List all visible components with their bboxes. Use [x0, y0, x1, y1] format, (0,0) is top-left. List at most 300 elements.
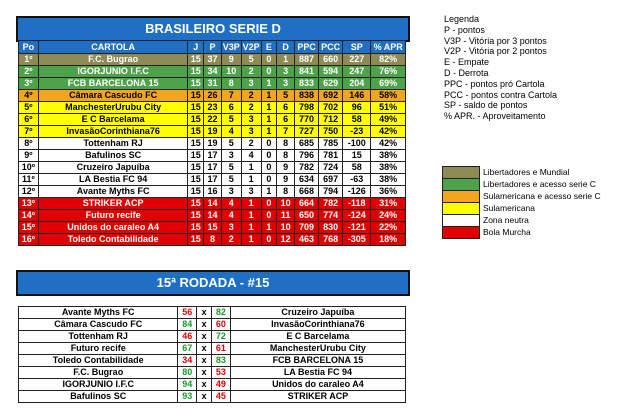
standings-cell-j: 15 [188, 66, 204, 78]
match-row [19, 307, 406, 319]
standings-cell-ppc: 685 [295, 138, 319, 150]
standings-cell-pos: 12º [19, 186, 39, 198]
standings-row [19, 210, 406, 222]
standings-cell-j: 15 [188, 54, 204, 66]
match-away-score: 60 [212, 319, 231, 331]
match-row [19, 355, 406, 367]
standings-cell-v2p: 3 [241, 126, 261, 138]
standings-cell-sp: 96 [343, 102, 371, 114]
zone-label: Libertadores e Mundial [483, 167, 570, 177]
standings-cell-pos: 3º [19, 78, 39, 90]
standings-cell-pcc: 594 [319, 66, 343, 78]
legend-line: V2P - Vitória por 2 pontos [444, 46, 547, 57]
standings-row [19, 78, 406, 90]
standings-cell-v2p: 2 [241, 66, 261, 78]
match-row [19, 391, 406, 403]
match-away-team: STRIKER ACP [230, 391, 405, 403]
standings-cell-sp: -23 [343, 126, 371, 138]
standings-cell-apr: 38% [371, 162, 406, 174]
standings-cell-j: 15 [188, 78, 204, 90]
standings-cell-j: 15 [188, 150, 204, 162]
match-home-score: 34 [178, 355, 197, 367]
standings-cell-ppc: 727 [295, 126, 319, 138]
match-away-score: 53 [212, 367, 231, 379]
match-home-score: 93 [178, 391, 197, 403]
standings-cell-pcc: 794 [319, 186, 343, 198]
standings-cell-v3p: 5 [221, 114, 241, 126]
standings-cell-ppc: 709 [295, 222, 319, 234]
standings-cell-d: 8 [277, 138, 295, 150]
standings-cell-team: Cruzeiro Japuíba [38, 162, 188, 174]
standings-cell-p: 15 [204, 222, 222, 234]
match-home-score: 94 [178, 379, 197, 391]
standings-cell-sp: 204 [343, 78, 371, 90]
standings-cell-pcc: 697 [319, 174, 343, 186]
zone-swatch [443, 215, 480, 227]
standings-row [19, 114, 406, 126]
standings-cell-e: 1 [261, 126, 277, 138]
header-v2p: V2P [242, 42, 260, 52]
standings-cell-ppc: 634 [295, 174, 319, 186]
standings-cell-j: 15 [188, 234, 204, 246]
match-home-score: 80 [178, 367, 197, 379]
standings-cell-v2p: 1 [241, 222, 261, 234]
header-p: P [204, 41, 222, 54]
standings-row [19, 90, 406, 102]
standings-cell-p: 34 [204, 66, 222, 78]
standings-cell-team: Unidos do caraleo A4 [38, 222, 188, 234]
match-away-score: 61 [212, 343, 231, 355]
standings-cell-pcc: 629 [319, 78, 343, 90]
standings-cell-v2p: 2 [241, 102, 261, 114]
standings-row [19, 198, 406, 210]
standings-cell-ppc: 782 [295, 162, 319, 174]
standings-row [19, 138, 406, 150]
standings-cell-ppc: 887 [295, 54, 319, 66]
standings-cell-v3p: 4 [221, 210, 241, 222]
standings-row [19, 162, 406, 174]
standings-cell-pos: 10º [19, 162, 39, 174]
standings-cell-pos: 7º [19, 126, 39, 138]
standings-cell-pos: 1º [19, 54, 39, 66]
standings-cell-v2p: 4 [241, 150, 261, 162]
match-home-team: Tottenham RJ [19, 331, 178, 343]
standings-cell-p: 8 [204, 234, 222, 246]
standings-cell-p: 17 [204, 174, 222, 186]
standings-cell-ppc: 463 [295, 234, 319, 246]
zone-legend-row [443, 179, 605, 191]
standings-cell-j: 15 [188, 114, 204, 126]
zone-legend-row [443, 203, 605, 215]
standings-cell-d: 6 [277, 114, 295, 126]
standings-cell-v3p: 5 [221, 162, 241, 174]
standings-cell-pos: 4º [19, 90, 39, 102]
standings-cell-e: 1 [261, 90, 277, 102]
standings-cell-pcc: 702 [319, 102, 343, 114]
zone-legend-row [443, 215, 605, 227]
standings-cell-apr: 22% [371, 222, 406, 234]
standings-cell-v3p: 4 [221, 198, 241, 210]
standings-cell-p: 16 [204, 186, 222, 198]
standings-cell-team: STRIKER ACP [38, 198, 188, 210]
standings-cell-d: 11 [277, 210, 295, 222]
match-separator: x [197, 355, 212, 367]
standings-cell-apr: 18% [371, 234, 406, 246]
standings-cell-e: 0 [261, 174, 277, 186]
standings-cell-pcc: 724 [319, 162, 343, 174]
zone-label: Sulamericana [483, 203, 535, 213]
standings-cell-v3p: 2 [221, 234, 241, 246]
standings-cell-pcc: 785 [319, 138, 343, 150]
zone-legend [442, 166, 605, 239]
match-away-team: E C Barcelama [230, 331, 405, 343]
standings-cell-apr: 42% [371, 126, 406, 138]
standings-cell-pos: 2º [19, 66, 39, 78]
zone-legend-row [443, 191, 605, 203]
header-j: J [188, 41, 204, 54]
standings-cell-j: 15 [188, 222, 204, 234]
standings-cell-p: 19 [204, 138, 222, 150]
standings-cell-v3p: 8 [221, 78, 241, 90]
standings-title-banner [16, 16, 410, 42]
standings-row [19, 126, 406, 138]
header-team: CARTOLA [38, 41, 188, 54]
match-separator: x [197, 367, 212, 379]
standings-cell-team: E C Barcelama [38, 114, 188, 126]
legend [444, 14, 614, 122]
standings-cell-j: 15 [188, 198, 204, 210]
standings-cell-e: 0 [261, 162, 277, 174]
standings-cell-v2p: 5 [241, 54, 261, 66]
standings-cell-team: Bafulinos SC [38, 150, 188, 162]
round-title-banner [16, 270, 410, 296]
standings-cell-team: F.C. Bugrao [38, 54, 188, 66]
standings-cell-j: 15 [188, 90, 204, 102]
standings-cell-apr: 24% [371, 210, 406, 222]
standings-cell-pcc: 768 [319, 234, 343, 246]
standings-title: BRASILEIRO SERIE D [145, 21, 281, 36]
match-home-team: F.C. Bugrao [19, 367, 178, 379]
standings-cell-pos: 8º [19, 138, 39, 150]
match-home-team: Futuro recife [19, 343, 178, 355]
zone-legend-row [443, 227, 605, 239]
match-row [19, 379, 406, 391]
standings-cell-pos: 15º [19, 222, 39, 234]
standings-cell-pos: 11º [19, 174, 39, 186]
standings-row [19, 66, 406, 78]
standings-cell-pcc: 712 [319, 114, 343, 126]
legend-line: D - Derrota [444, 67, 489, 78]
standings-cell-d: 1 [277, 54, 295, 66]
standings-cell-v2p: 3 [241, 78, 261, 90]
match-away-score: 49 [212, 379, 231, 391]
standings-cell-pos: 13º [19, 198, 39, 210]
zone-label: Sulamericana e acesso serie C [483, 191, 601, 201]
match-away-score: 72 [212, 331, 231, 343]
standings-cell-e: 0 [261, 138, 277, 150]
standings-cell-pos: 6º [19, 114, 39, 126]
standings-cell-p: 26 [204, 90, 222, 102]
standings-cell-v3p: 3 [221, 150, 241, 162]
standings-cell-j: 15 [188, 210, 204, 222]
standings-cell-sp: -121 [343, 222, 371, 234]
standings-cell-e: 1 [261, 102, 277, 114]
match-away-team: Cruzeiro Japuíba [230, 307, 405, 319]
standings-cell-p: 14 [204, 210, 222, 222]
header-ppc: PPC [295, 41, 319, 54]
standings-cell-ppc: 798 [295, 102, 319, 114]
standings-cell-apr: 51% [371, 102, 406, 114]
standings-row [19, 150, 406, 162]
standings-cell-e: 0 [261, 66, 277, 78]
standings-cell-sp: -305 [343, 234, 371, 246]
standings-cell-e: 1 [261, 114, 277, 126]
standings-cell-v2p: 3 [241, 186, 261, 198]
standings-cell-ppc: 833 [295, 78, 319, 90]
standings-cell-sp: -118 [343, 198, 371, 210]
match-separator: x [197, 391, 212, 403]
standings-row [19, 186, 406, 198]
standings-cell-team: InvasãoCorinthiana76 [38, 126, 188, 138]
standings-cell-apr: 38% [371, 174, 406, 186]
standings-cell-ppc: 664 [295, 198, 319, 210]
standings-cell-d: 5 [277, 90, 295, 102]
standings-cell-team: LA Bestia FC 94 [38, 174, 188, 186]
standings-cell-d: 7 [277, 126, 295, 138]
match-separator: x [197, 307, 212, 319]
match-home-score: 84 [178, 319, 197, 331]
standings-cell-pos: 16º [19, 234, 39, 246]
standings-cell-ppc: 770 [295, 114, 319, 126]
standings-cell-v3p: 3 [221, 186, 241, 198]
standings-cell-v2p: 1 [241, 210, 261, 222]
zone-swatch [443, 227, 480, 239]
standings-cell-sp: 15 [343, 150, 371, 162]
standings-cell-v2p: 1 [241, 162, 261, 174]
standings-cell-pos: 5º [19, 102, 39, 114]
standings-cell-p: 14 [204, 198, 222, 210]
standings-cell-e: 1 [261, 186, 277, 198]
standings-cell-ppc: 668 [295, 186, 319, 198]
legend-line: E - Empate [444, 57, 490, 68]
match-row [19, 331, 406, 343]
standings-cell-d: 10 [277, 198, 295, 210]
standings-cell-j: 15 [188, 174, 204, 186]
match-away-team: Unidos do caraleo A4 [230, 379, 405, 391]
standings-cell-d: 6 [277, 102, 295, 114]
standings-cell-v3p: 5 [221, 174, 241, 186]
standings-cell-e: 0 [261, 210, 277, 222]
standings-cell-p: 17 [204, 150, 222, 162]
match-away-score: 83 [212, 355, 231, 367]
match-separator: x [197, 319, 212, 331]
zone-label: Bola Murcha [483, 227, 531, 237]
standings-cell-pcc: 692 [319, 90, 343, 102]
standings-cell-v3p: 5 [221, 138, 241, 150]
standings-cell-sp: 227 [343, 54, 371, 66]
match-separator: x [197, 331, 212, 343]
standings-cell-e: 0 [261, 198, 277, 210]
zone-legend-row [443, 167, 605, 179]
standings-cell-p: 17 [204, 162, 222, 174]
standings-cell-v3p: 10 [221, 66, 241, 78]
match-separator: x [197, 379, 212, 391]
legend-line: PPC - pontos pró Cartola [444, 78, 545, 89]
standings-row [19, 102, 406, 114]
match-home-score: 67 [178, 343, 197, 355]
match-home-team: IGORJUNIO I.F.C [19, 379, 178, 391]
match-away-team: InvasãoCorinthiana76 [230, 319, 405, 331]
match-away-team: ManchesterUrubu City [230, 343, 405, 355]
zone-label: Zona neutra [483, 215, 529, 225]
standings-cell-ppc: 650 [295, 210, 319, 222]
zone-swatch [443, 167, 480, 179]
standings-cell-team: Avante Myths FC [38, 186, 188, 198]
legend-line: V3P - Vitória por 3 pontos [444, 35, 547, 46]
standings-cell-sp: 146 [343, 90, 371, 102]
legend-title: Legenda [444, 14, 480, 24]
standings-cell-v3p: 4 [221, 126, 241, 138]
standings-cell-e: 0 [261, 150, 277, 162]
standings-cell-p: 31 [204, 78, 222, 90]
results-table [18, 306, 406, 403]
match-home-team: Câmara Cascudo FC [19, 319, 178, 331]
standings-cell-apr: 31% [371, 198, 406, 210]
standings-cell-d: 12 [277, 234, 295, 246]
standings-cell-apr: 76% [371, 66, 406, 78]
zone-swatch [443, 191, 480, 203]
match-away-score: 45 [212, 391, 231, 403]
standings-cell-sp: -63 [343, 174, 371, 186]
standings-cell-d: 9 [277, 162, 295, 174]
standings-cell-v2p: 2 [241, 90, 261, 102]
standings-cell-d: 3 [277, 66, 295, 78]
standings-cell-pos: 14º [19, 210, 39, 222]
standings-cell-j: 15 [188, 186, 204, 198]
header-pos: Po [19, 41, 39, 54]
standings-cell-sp: -124 [343, 210, 371, 222]
standings-cell-d: 10 [277, 222, 295, 234]
standings-cell-d: 9 [277, 174, 295, 186]
header-sp: SP [343, 41, 371, 54]
standings-cell-v3p: 9 [221, 54, 241, 66]
standings-cell-v3p: 3 [221, 222, 241, 234]
standings-cell-apr: 36% [371, 186, 406, 198]
standings-cell-e: 1 [261, 222, 277, 234]
standings-cell-sp: 58 [343, 114, 371, 126]
header-e: E [261, 41, 277, 54]
standings-cell-j: 15 [188, 102, 204, 114]
standings-cell-ppc: 838 [295, 90, 319, 102]
standings-cell-e: 1 [261, 78, 277, 90]
match-row [19, 367, 406, 379]
standings-cell-e: 0 [261, 234, 277, 246]
standings-cell-team: Toledo Contabilidade [38, 234, 188, 246]
standings-cell-pos: 9º [19, 150, 39, 162]
standings-cell-apr: 69% [371, 78, 406, 90]
standings-cell-apr: 38% [371, 150, 406, 162]
standings-cell-p: 22 [204, 114, 222, 126]
standings-cell-pcc: 660 [319, 54, 343, 66]
match-away-score: 82 [212, 307, 231, 319]
standings-row [19, 234, 406, 246]
zone-swatch [443, 179, 480, 191]
standings-cell-team: ManchesterUrubu City [38, 102, 188, 114]
standings-cell-v2p: 1 [241, 174, 261, 186]
legend-line: P - pontos [444, 24, 485, 35]
match-home-score: 56 [178, 307, 197, 319]
standings-cell-sp: 58 [343, 162, 371, 174]
standings-table [18, 40, 406, 246]
standings-cell-team: Câmara Cascudo FC [38, 90, 188, 102]
standings-cell-pcc: 781 [319, 150, 343, 162]
standings-cell-p: 19 [204, 126, 222, 138]
standings-cell-ppc: 796 [295, 150, 319, 162]
header-d: D [277, 41, 295, 54]
standings-cell-apr: 42% [371, 138, 406, 150]
header-pcc: PCC [319, 41, 343, 54]
standings-cell-d: 8 [277, 150, 295, 162]
round-title: 15ª RODADA - #15 [156, 275, 270, 290]
match-home-team: Avante Myths FC [19, 307, 178, 319]
standings-row [19, 54, 406, 66]
legend-line: PCC - pontos contra Cartola [444, 89, 558, 100]
standings-cell-sp: -100 [343, 138, 371, 150]
match-row [19, 343, 406, 355]
standings-cell-d: 8 [277, 186, 295, 198]
standings-cell-e: 0 [261, 54, 277, 66]
standings-cell-p: 23 [204, 102, 222, 114]
standings-cell-pcc: 830 [319, 222, 343, 234]
zone-swatch [443, 203, 480, 215]
standings-cell-ppc: 841 [295, 66, 319, 78]
standings-cell-apr: 49% [371, 114, 406, 126]
legend-line: SP - saldo de pontos [444, 100, 528, 111]
match-away-team: FCB BARCELONA 15 [230, 355, 405, 367]
standings-cell-pcc: 774 [319, 210, 343, 222]
standings-cell-v2p: 3 [241, 114, 261, 126]
standings-cell-team: Futuro recife [38, 210, 188, 222]
standings-cell-sp: 247 [343, 66, 371, 78]
match-row [19, 319, 406, 331]
standings-cell-v3p: 6 [221, 102, 241, 114]
match-home-team: Toledo Contabilidade [19, 355, 178, 367]
standings-cell-j: 15 [188, 138, 204, 150]
header-v3p: V3P [222, 42, 240, 52]
standings-cell-j: 15 [188, 126, 204, 138]
standings-cell-apr: 82% [371, 54, 406, 66]
standings-cell-team: IGORJUNIO I.F.C [38, 66, 188, 78]
standings-row [19, 222, 406, 234]
standings-cell-v2p: 1 [241, 234, 261, 246]
standings-cell-pcc: 750 [319, 126, 343, 138]
standings-cell-pcc: 782 [319, 198, 343, 210]
match-away-team: LA Bestia FC 94 [230, 367, 405, 379]
header-apr: % APR [371, 41, 406, 54]
standings-cell-v3p: 7 [221, 90, 241, 102]
standings-cell-apr: 58% [371, 90, 406, 102]
standings-cell-v2p: 2 [241, 138, 261, 150]
standings-cell-sp: -126 [343, 186, 371, 198]
legend-line: % APR. - Aproveitamento [444, 111, 546, 122]
zone-label: Libertadores e acesso serie C [483, 179, 596, 189]
standings-cell-team: FCB BARCELONA 15 [38, 78, 188, 90]
match-home-score: 46 [178, 331, 197, 343]
standings-cell-team: Tottenham RJ [38, 138, 188, 150]
standings-cell-j: 15 [188, 162, 204, 174]
match-separator: x [197, 343, 212, 355]
standings-header-row [19, 41, 406, 54]
